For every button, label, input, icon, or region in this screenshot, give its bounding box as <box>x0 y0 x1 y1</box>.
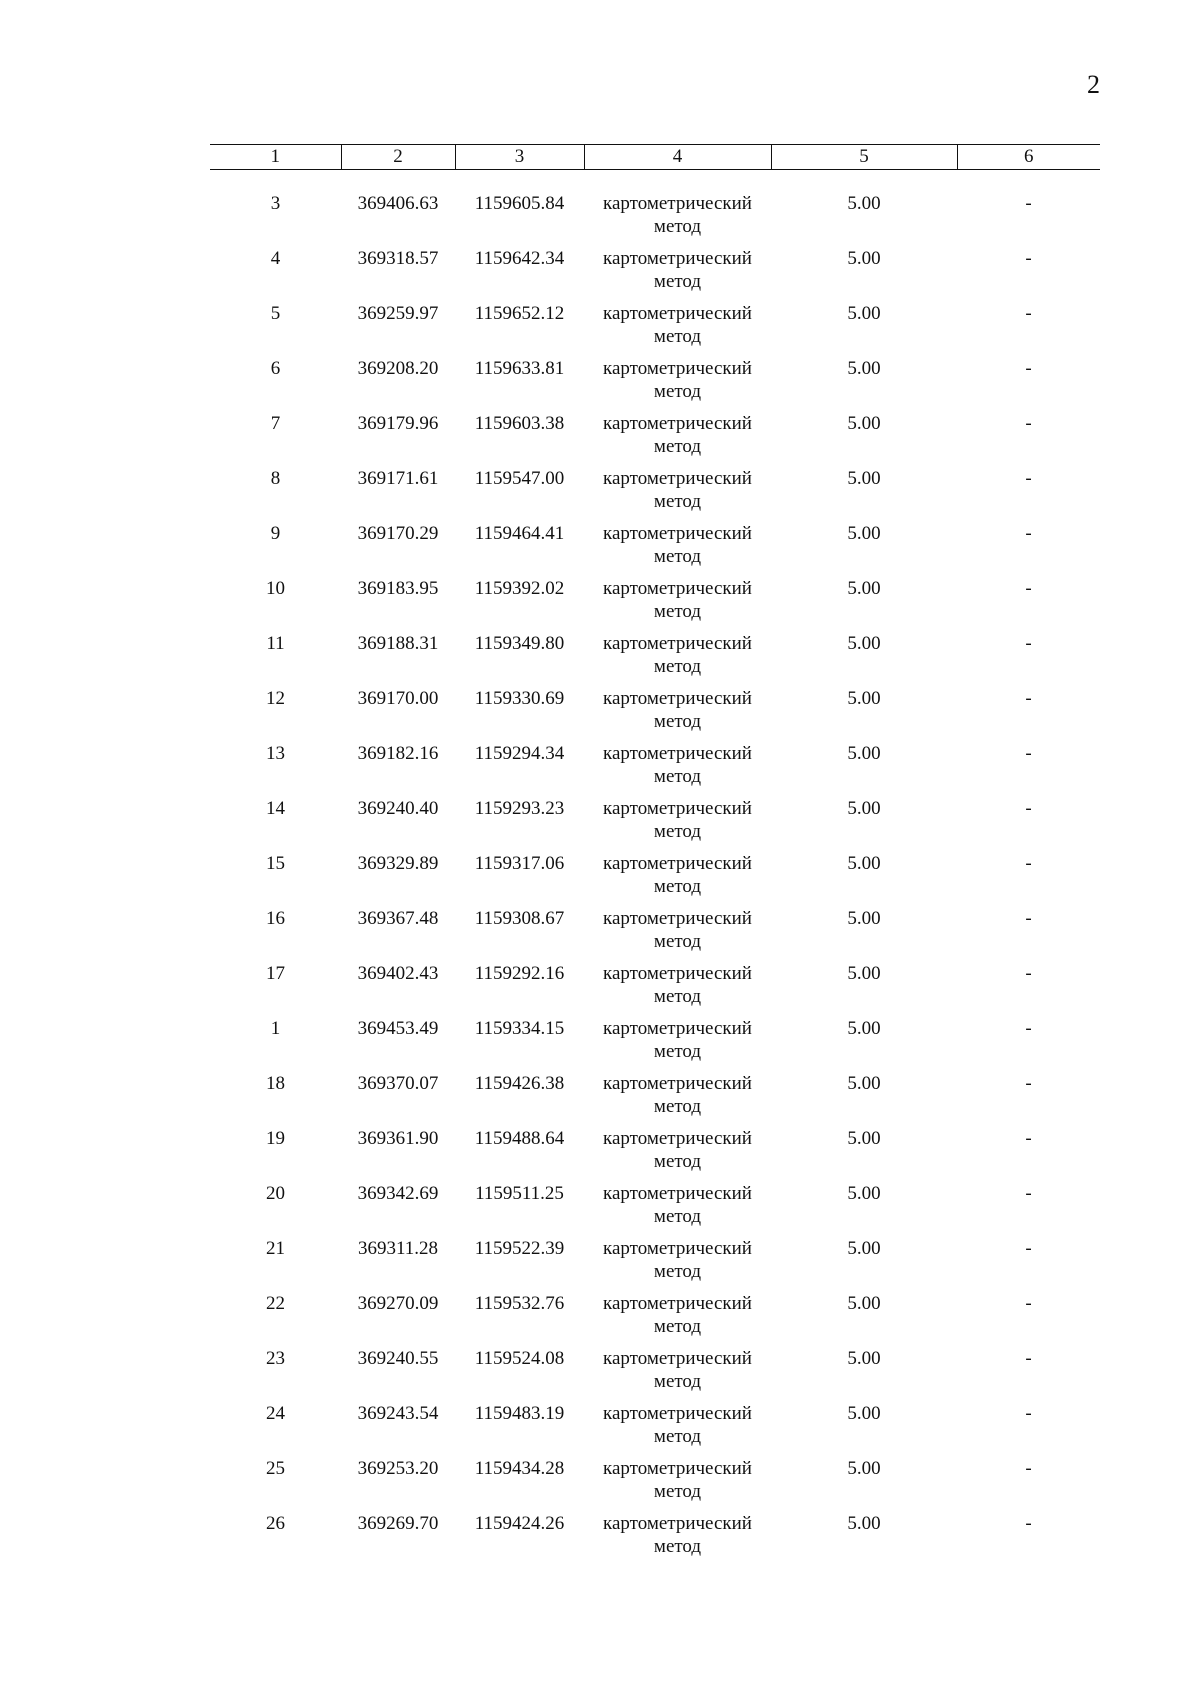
method-line-1: картометрический <box>603 303 752 324</box>
method-line-1: картометрический <box>603 1293 752 1314</box>
cell-point-number: 21 <box>266 1238 285 1259</box>
method-line-2: метод <box>653 546 702 567</box>
cell-note: - <box>1025 1513 1032 1534</box>
cell-y-coordinate: 1159293.23 <box>474 798 565 819</box>
cell-x-coordinate: 369367.48 <box>357 908 439 929</box>
cell-method <box>584 1127 771 1182</box>
cell-x-coordinate: 369361.90 <box>357 1128 439 1149</box>
table-row <box>210 742 1100 797</box>
header-col-2: 2 <box>341 145 455 170</box>
method-line-2: метод <box>653 1371 702 1392</box>
cell-y-coordinate: 1159532.76 <box>474 1293 565 1314</box>
cell-point-number: 6 <box>270 358 281 379</box>
cell-method <box>584 192 771 247</box>
cell-accuracy: 5.00 <box>847 1348 881 1369</box>
cell-y-coordinate: 1159317.06 <box>474 853 565 874</box>
method-line-2: метод <box>653 216 702 237</box>
cell-point-number: 22 <box>266 1293 285 1314</box>
method-line-2: метод <box>653 931 702 952</box>
method-line-1: картометрический <box>603 248 752 269</box>
cell-point-number: 25 <box>266 1458 285 1479</box>
method-line-2: метод <box>653 1151 702 1172</box>
table-row <box>210 1237 1100 1292</box>
table-row <box>210 907 1100 962</box>
method-line-1: картометрический <box>603 1183 752 1204</box>
cell-method <box>584 1512 771 1567</box>
cell-note: - <box>1025 1458 1032 1479</box>
cell-method <box>584 1237 771 1292</box>
method-line-1: картометрический <box>603 193 752 214</box>
cell-method <box>584 412 771 467</box>
method-line-1: картометрический <box>603 523 752 544</box>
cell-point-number: 15 <box>266 853 285 874</box>
method-line-2: метод <box>653 436 702 457</box>
cell-note: - <box>1025 358 1032 379</box>
cell-accuracy: 5.00 <box>847 1018 881 1039</box>
method-line-2: метод <box>653 1041 702 1062</box>
cell-y-coordinate: 1159633.81 <box>474 358 565 379</box>
method-line-1: картометрический <box>603 1513 752 1534</box>
cell-note: - <box>1025 1348 1032 1369</box>
cell-point-number: 10 <box>266 578 285 599</box>
cell-y-coordinate: 1159392.02 <box>474 578 565 599</box>
cell-x-coordinate: 369253.20 <box>357 1458 439 1479</box>
cell-point-number: 23 <box>266 1348 285 1369</box>
method-line-2: метод <box>653 1481 702 1502</box>
cell-x-coordinate: 369311.28 <box>357 1238 439 1259</box>
method-line-1: картометрический <box>603 798 752 819</box>
table-row <box>210 1512 1100 1567</box>
cell-note: - <box>1025 1073 1032 1094</box>
method-line-2: метод <box>653 601 702 622</box>
table-row <box>210 467 1100 522</box>
cell-method <box>584 852 771 907</box>
cell-note: - <box>1025 1128 1032 1149</box>
cell-accuracy: 5.00 <box>847 468 881 489</box>
method-line-1: картометрический <box>603 358 752 379</box>
cell-y-coordinate: 1159292.16 <box>474 963 565 984</box>
table-row <box>210 247 1100 302</box>
table-row <box>210 962 1100 1017</box>
cell-y-coordinate: 1159524.08 <box>474 1348 565 1369</box>
cell-x-coordinate: 369170.00 <box>357 688 439 709</box>
table-row <box>210 1347 1100 1402</box>
cell-accuracy: 5.00 <box>847 743 881 764</box>
method-line-1: картометрический <box>603 908 752 929</box>
cell-note: - <box>1025 688 1032 709</box>
cell-y-coordinate: 1159434.28 <box>474 1458 565 1479</box>
cell-point-number: 5 <box>270 303 281 324</box>
method-line-2: метод <box>653 986 702 1007</box>
cell-x-coordinate: 369179.96 <box>357 413 439 434</box>
cell-method <box>584 1347 771 1402</box>
cell-x-coordinate: 369259.97 <box>357 303 439 324</box>
cell-accuracy: 5.00 <box>847 688 881 709</box>
method-line-1: картометрический <box>603 743 752 764</box>
cell-method <box>584 742 771 797</box>
method-line-2: метод <box>653 1261 702 1282</box>
cell-point-number: 26 <box>266 1513 285 1534</box>
cell-point-number: 16 <box>266 908 285 929</box>
cell-x-coordinate: 369342.69 <box>357 1183 439 1204</box>
cell-method <box>584 687 771 742</box>
cell-note: - <box>1025 578 1032 599</box>
header-col-4: 4 <box>584 145 771 170</box>
table-body <box>210 170 1100 1568</box>
cell-y-coordinate: 1159605.84 <box>474 193 565 214</box>
cell-note: - <box>1025 633 1032 654</box>
cell-note: - <box>1025 743 1032 764</box>
header-col-5: 5 <box>771 145 957 170</box>
cell-method <box>584 1457 771 1512</box>
cell-point-number: 19 <box>266 1128 285 1149</box>
cell-point-number: 1 <box>270 1018 281 1039</box>
table-row <box>210 577 1100 632</box>
cell-y-coordinate: 1159464.41 <box>474 523 565 544</box>
cell-y-coordinate: 1159642.34 <box>474 248 565 269</box>
cell-y-coordinate: 1159294.34 <box>474 743 565 764</box>
cell-point-number: 11 <box>266 633 285 654</box>
cell-x-coordinate: 369170.29 <box>357 523 439 544</box>
cell-note: - <box>1025 798 1032 819</box>
cell-y-coordinate: 1159424.26 <box>474 1513 565 1534</box>
cell-point-number: 13 <box>266 743 285 764</box>
cell-x-coordinate: 369270.09 <box>357 1293 439 1314</box>
cell-accuracy: 5.00 <box>847 1073 881 1094</box>
table-row <box>210 412 1100 467</box>
cell-accuracy: 5.00 <box>847 1513 881 1534</box>
method-line-2: метод <box>653 1536 702 1557</box>
cell-note: - <box>1025 908 1032 929</box>
method-line-1: картометрический <box>603 688 752 709</box>
cell-y-coordinate: 1159547.00 <box>474 468 565 489</box>
cell-note: - <box>1025 1238 1032 1259</box>
cell-x-coordinate: 369243.54 <box>357 1403 439 1424</box>
cell-x-coordinate: 369208.20 <box>357 358 439 379</box>
cell-accuracy: 5.00 <box>847 1293 881 1314</box>
cell-x-coordinate: 369240.55 <box>357 1348 439 1369</box>
cell-x-coordinate: 369188.31 <box>357 633 439 654</box>
cell-note: - <box>1025 248 1032 269</box>
table-row <box>210 632 1100 687</box>
cell-note: - <box>1025 1293 1032 1314</box>
method-line-2: метод <box>653 271 702 292</box>
page-number: 2 <box>1087 70 1100 99</box>
method-line-1: картометрический <box>603 1403 752 1424</box>
cell-x-coordinate: 369318.57 <box>357 248 439 269</box>
method-line-2: метод <box>653 656 702 677</box>
cell-y-coordinate: 1159330.69 <box>474 688 565 709</box>
cell-note: - <box>1025 963 1032 984</box>
table-row <box>210 522 1100 577</box>
cell-note: - <box>1025 193 1032 214</box>
cell-accuracy: 5.00 <box>847 358 881 379</box>
cell-y-coordinate: 1159488.64 <box>474 1128 565 1149</box>
cell-note: - <box>1025 853 1032 874</box>
cell-note: - <box>1025 1183 1032 1204</box>
cell-accuracy: 5.00 <box>847 578 881 599</box>
cell-method <box>584 907 771 962</box>
table-row <box>210 687 1100 742</box>
table-row <box>210 1072 1100 1127</box>
cell-accuracy: 5.00 <box>847 1403 881 1424</box>
cell-point-number: 17 <box>266 963 285 984</box>
table-row <box>210 1127 1100 1182</box>
cell-y-coordinate: 1159483.19 <box>474 1403 565 1424</box>
cell-accuracy: 5.00 <box>847 413 881 434</box>
method-line-1: картометрический <box>603 633 752 654</box>
cell-y-coordinate: 1159308.67 <box>474 908 565 929</box>
method-line-2: метод <box>653 821 702 842</box>
table-row <box>210 1292 1100 1347</box>
cell-x-coordinate: 369406.63 <box>357 193 439 214</box>
cell-accuracy: 5.00 <box>847 853 881 874</box>
cell-point-number: 8 <box>270 468 281 489</box>
cell-method <box>584 302 771 357</box>
method-line-1: картометрический <box>603 1128 752 1149</box>
cell-x-coordinate: 369453.49 <box>357 1018 439 1039</box>
cell-accuracy: 5.00 <box>847 633 881 654</box>
header-col-3: 3 <box>455 145 584 170</box>
cell-accuracy: 5.00 <box>847 523 881 544</box>
cell-note: - <box>1025 523 1032 544</box>
cell-point-number: 9 <box>270 523 281 544</box>
cell-method <box>584 247 771 302</box>
cell-x-coordinate: 369171.61 <box>357 468 439 489</box>
cell-note: - <box>1025 303 1032 324</box>
cell-accuracy: 5.00 <box>847 1128 881 1149</box>
table-row <box>210 1182 1100 1237</box>
cell-x-coordinate: 369370.07 <box>357 1073 439 1094</box>
method-line-1: картометрический <box>603 1018 752 1039</box>
cell-point-number: 12 <box>266 688 285 709</box>
method-line-1: картометрический <box>603 1348 752 1369</box>
cell-method <box>584 797 771 852</box>
cell-method <box>584 357 771 412</box>
cell-accuracy: 5.00 <box>847 908 881 929</box>
cell-method <box>584 522 771 577</box>
cell-x-coordinate: 369182.16 <box>357 743 439 764</box>
cell-method <box>584 577 771 632</box>
coordinates-table <box>210 144 1100 1567</box>
cell-note: - <box>1025 1403 1032 1424</box>
cell-accuracy: 5.00 <box>847 303 881 324</box>
cell-method <box>584 1292 771 1347</box>
method-line-1: картометрический <box>603 1238 752 1259</box>
table-row <box>210 1017 1100 1072</box>
table-row <box>210 192 1100 247</box>
cell-y-coordinate: 1159603.38 <box>474 413 565 434</box>
cell-accuracy: 5.00 <box>847 1183 881 1204</box>
method-line-1: картометрический <box>603 468 752 489</box>
method-line-2: метод <box>653 1096 702 1117</box>
table-row <box>210 797 1100 852</box>
cell-accuracy: 5.00 <box>847 193 881 214</box>
cell-accuracy: 5.00 <box>847 963 881 984</box>
table-header-row <box>210 145 1100 170</box>
cell-point-number: 4 <box>270 248 281 269</box>
cell-accuracy: 5.00 <box>847 1238 881 1259</box>
cell-accuracy: 5.00 <box>847 798 881 819</box>
cell-y-coordinate: 1159349.80 <box>474 633 565 654</box>
cell-note: - <box>1025 413 1032 434</box>
method-line-1: картометрический <box>603 963 752 984</box>
cell-y-coordinate: 1159652.12 <box>474 303 565 324</box>
cell-y-coordinate: 1159522.39 <box>474 1238 565 1259</box>
cell-y-coordinate: 1159334.15 <box>474 1018 565 1039</box>
cell-point-number: 14 <box>266 798 285 819</box>
cell-x-coordinate: 369269.70 <box>357 1513 439 1534</box>
cell-x-coordinate: 369402.43 <box>357 963 439 984</box>
method-line-1: картометрический <box>603 853 752 874</box>
method-line-2: метод <box>653 326 702 347</box>
cell-x-coordinate: 369183.95 <box>357 578 439 599</box>
cell-method <box>584 962 771 1017</box>
cell-note: - <box>1025 1018 1032 1039</box>
header-col-1: 1 <box>210 145 341 170</box>
cell-method <box>584 1402 771 1457</box>
method-line-2: метод <box>653 1206 702 1227</box>
cell-method <box>584 1017 771 1072</box>
method-line-2: метод <box>653 711 702 732</box>
table-row <box>210 852 1100 907</box>
table-row <box>210 302 1100 357</box>
cell-point-number: 7 <box>270 413 281 434</box>
method-line-2: метод <box>653 381 702 402</box>
cell-method <box>584 1072 771 1127</box>
method-line-1: картометрический <box>603 578 752 599</box>
cell-y-coordinate: 1159511.25 <box>475 1183 564 1204</box>
method-line-2: метод <box>653 1316 702 1337</box>
cell-point-number: 18 <box>266 1073 285 1094</box>
cell-x-coordinate: 369329.89 <box>357 853 439 874</box>
cell-method <box>584 1182 771 1237</box>
cell-point-number: 20 <box>266 1183 285 1204</box>
method-line-2: метод <box>653 491 702 512</box>
cell-point-number: 3 <box>270 193 281 214</box>
cell-point-number: 24 <box>266 1403 285 1424</box>
cell-x-coordinate: 369240.40 <box>357 798 439 819</box>
cell-y-coordinate: 1159426.38 <box>474 1073 565 1094</box>
table-row <box>210 357 1100 412</box>
table-row <box>210 1402 1100 1457</box>
method-line-2: метод <box>653 766 702 787</box>
cell-accuracy: 5.00 <box>847 248 881 269</box>
header-col-6: 6 <box>957 145 1100 170</box>
method-line-2: метод <box>653 876 702 897</box>
method-line-2: метод <box>653 1426 702 1447</box>
method-line-1: картометрический <box>603 1458 752 1479</box>
table-row <box>210 1457 1100 1512</box>
cell-method <box>584 467 771 522</box>
cell-method <box>584 632 771 687</box>
method-line-1: картометрический <box>603 1073 752 1094</box>
cell-note: - <box>1025 468 1032 489</box>
cell-accuracy: 5.00 <box>847 1458 881 1479</box>
method-line-1: картометрический <box>603 413 752 434</box>
